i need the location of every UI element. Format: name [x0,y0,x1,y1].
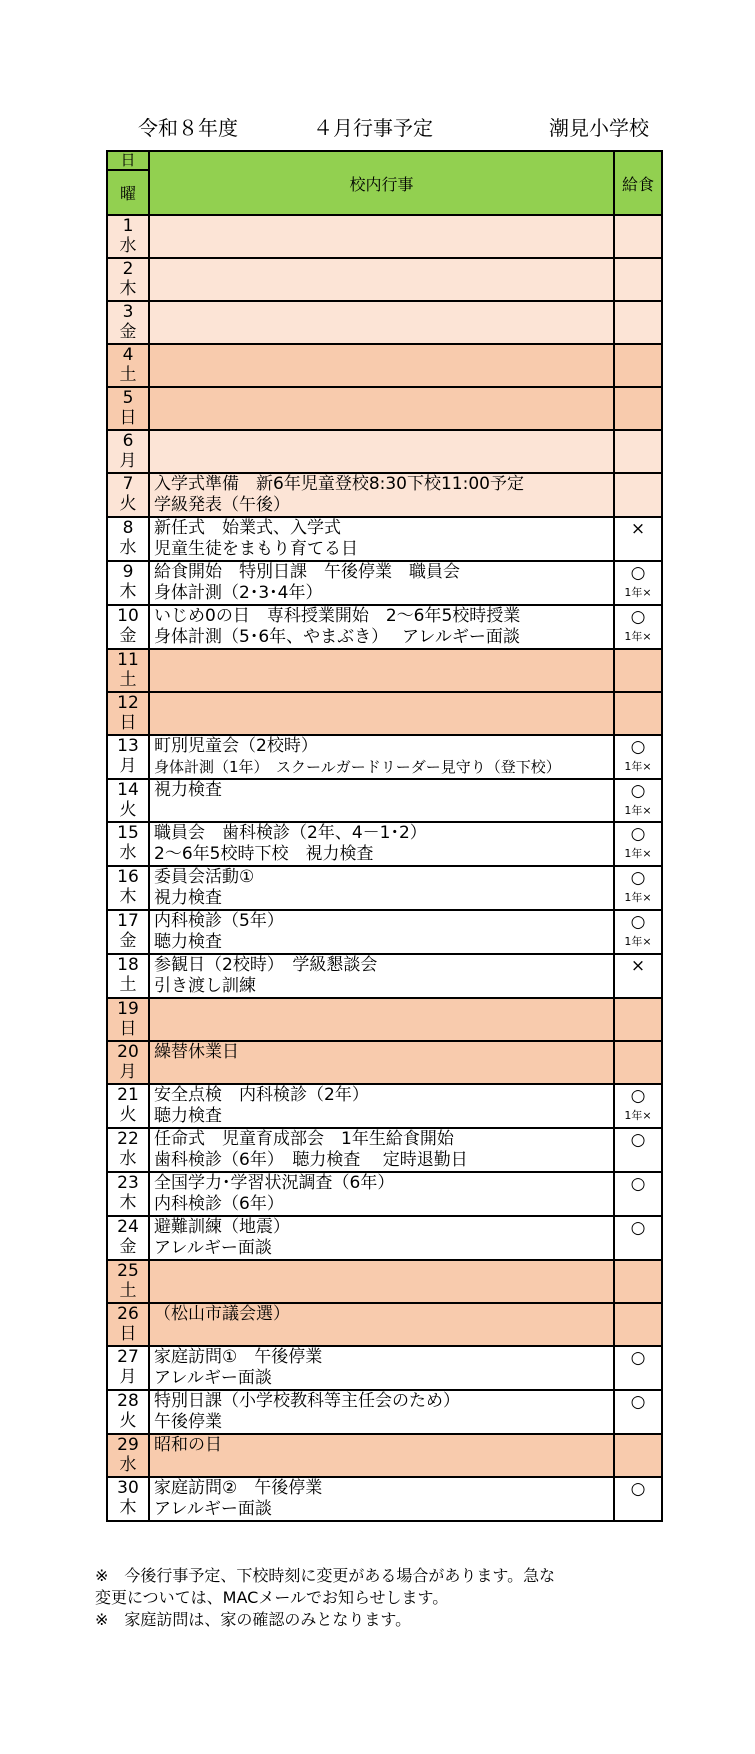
day-cell [107,517,149,561]
lunch-mark: × [630,956,646,976]
day-cell [107,605,149,649]
day-of-week: 月 [119,451,137,471]
day-number: 26 [117,1304,139,1324]
day-cell [107,258,149,301]
day-cell [107,301,149,344]
lunch-cell [614,1128,662,1172]
day-number: 8 [122,518,134,538]
lunch-note: 1年× [624,804,652,817]
event-line-2: 歯科検診（6年） 聴力検査 定時退勤日 [154,1150,468,1170]
lunch-note [615,389,661,391]
header-events-cell: 校内行事 [149,151,614,215]
schedule-row [107,1346,662,1390]
day-of-week: 月 [119,756,137,776]
lunch-mark: ○ [630,1218,646,1238]
day-number: 18 [117,955,139,975]
lunch-note [615,432,661,434]
lunch-cell [614,215,662,258]
footnote-line: 変更については、MACメールでお知らせします。 [95,1588,449,1607]
lunch-note [615,1150,661,1152]
lunch-note [615,1436,661,1438]
lunch-note [615,1368,661,1370]
event-cell [149,1041,614,1084]
event-line-1: 昭和の日 [154,1435,222,1455]
day-cell [107,1216,149,1260]
event-cell [149,998,614,1041]
day-cell [107,1084,149,1128]
event-cell [149,866,614,910]
schedule-row [107,387,662,430]
day-of-week: 土 [119,365,137,385]
lunch-note [615,1000,661,1002]
lunch-note [615,1194,661,1196]
day-cell [107,1041,149,1084]
lunch-note [615,976,661,978]
day-cell [107,998,149,1041]
day-number: 30 [117,1478,139,1498]
header-weekday-cell: 曜 [107,170,149,215]
schedule-row [107,1477,662,1521]
event-cell [149,1434,614,1477]
day-number: 9 [122,562,134,582]
day-cell [107,215,149,258]
day-number: 11 [117,650,139,670]
lunch-cell [614,301,662,344]
day-number: 28 [117,1391,139,1411]
day-cell [107,1172,149,1216]
lunch-cell [614,258,662,301]
schedule-row [107,822,662,866]
event-cell [149,779,614,822]
event-line-1: 特別日課（小学校教科等主任会のため） [154,1391,460,1411]
day-cell [107,561,149,605]
lunch-mark: ○ [630,737,646,757]
lunch-note [615,475,661,477]
event-line-2: 2～6年5校時下校 視力検査 [154,844,374,864]
day-of-week: 水 [119,236,137,256]
schedule-row [107,910,662,954]
lunch-mark: ○ [630,1130,646,1150]
lunch-note: 1年× [624,891,652,904]
lunch-cell [614,866,662,910]
day-of-week: 水 [119,1455,137,1475]
lunch-mark: ○ [630,1174,646,1194]
day-number: 6 [122,431,134,451]
lunch-cell [614,387,662,430]
day-number: 13 [117,736,139,756]
school-name: 潮見小学校 [549,116,649,140]
event-line-2: アレルギー面談 [154,1499,272,1519]
day-of-week: 日 [119,1324,137,1344]
event-line-1: 参観日（2校時） 学級懇談会 [154,955,378,975]
day-of-week: 金 [119,1237,137,1257]
lunch-cell [614,344,662,387]
lunch-mark: ○ [630,781,646,801]
lunch-cell [614,1216,662,1260]
lunch-cell [614,473,662,517]
lunch-mark: ○ [630,1348,646,1368]
event-cell [149,822,614,866]
event-line-2: 児童生徒をまもり育てる日 [154,539,358,559]
event-line-1: 視力検査 [154,780,222,800]
schedule-row [107,692,662,735]
event-line-1: 職員会 歯科検診（2年、4－1･2） [154,823,427,843]
day-number: 5 [122,388,134,408]
lunch-note: 1年× [624,760,652,773]
event-line-2: アレルギー面談 [154,1368,272,1388]
schedule-row [107,1434,662,1477]
schedule-row [107,1041,662,1084]
lunch-mark: × [630,519,646,539]
footnotes [95,1565,665,1631]
day-number: 14 [117,780,139,800]
day-of-week: 日 [119,713,137,733]
day-of-week: 木 [119,279,137,299]
lunch-cell [614,605,662,649]
day-of-week: 金 [119,931,137,951]
event-cell [149,1260,614,1303]
day-of-week: 土 [119,670,137,690]
schedule-row [107,301,662,344]
day-cell [107,1303,149,1346]
lunch-mark: ○ [630,1392,646,1412]
lunch-note: 1年× [624,1109,652,1122]
schedule-row [107,517,662,561]
day-cell [107,1390,149,1434]
day-number: 22 [117,1129,139,1149]
lunch-cell [614,1172,662,1216]
schedule-row [107,258,662,301]
event-line-2: 午後停業 [154,1412,222,1432]
schedule-row [107,1390,662,1434]
event-line-1: 家庭訪問② 午後停業 [154,1478,323,1498]
schedule-row [107,1128,662,1172]
event-cell [149,1303,614,1346]
day-cell [107,473,149,517]
event-cell [149,561,614,605]
event-line-1: 入学式準備 新6年児童登校8:30下校11:00予定 [154,474,524,494]
schedule-body [107,151,662,1521]
event-cell [149,1128,614,1172]
day-cell [107,1260,149,1303]
day-number: 27 [117,1347,139,1367]
day-number: 24 [117,1217,139,1237]
lunch-cell [614,1303,662,1346]
event-cell [149,473,614,517]
day-of-week: 木 [119,1193,137,1213]
day-of-week: 月 [119,1367,137,1387]
lunch-note [615,1043,661,1045]
lunch-cell [614,561,662,605]
day-number: 7 [122,474,134,494]
event-cell [149,1346,614,1390]
day-of-week: 木 [119,582,137,602]
event-cell [149,258,614,301]
schedule-row [107,1260,662,1303]
event-cell [149,605,614,649]
event-line-1: （松山市議会選） [154,1304,290,1324]
day-number: 25 [117,1261,139,1281]
lunch-note [615,346,661,348]
event-line-2: アレルギー面談 [154,1238,272,1258]
lunch-note [615,1412,661,1414]
lunch-note [615,651,661,653]
day-cell [107,822,149,866]
day-number: 4 [122,345,134,365]
schedule-row [107,1303,662,1346]
day-of-week: 水 [119,843,137,863]
lunch-cell [614,998,662,1041]
lunch-cell [614,954,662,998]
day-cell [107,779,149,822]
day-of-week: 土 [119,975,137,995]
schedule-row [107,1216,662,1260]
lunch-cell [614,735,662,779]
event-cell [149,1084,614,1128]
lunch-mark: ○ [630,824,646,844]
day-of-week: 木 [119,887,137,907]
day-number: 21 [117,1085,139,1105]
lunch-cell [614,430,662,473]
lunch-cell [614,692,662,735]
lunch-note: 1年× [624,630,652,643]
day-of-week: 火 [119,800,137,820]
lunch-note [615,539,661,541]
fiscal-year-label: 令和８年度 [138,116,238,140]
day-cell [107,344,149,387]
schedule-row [107,649,662,692]
lunch-note [615,217,661,219]
event-line-1: 避難訓練（地震） [154,1217,290,1237]
day-cell [107,954,149,998]
event-line-1: 委員会活動① [154,867,255,887]
day-cell [107,1128,149,1172]
day-of-week: 日 [119,1019,137,1039]
header-day-cell: 日 [107,151,149,170]
event-line-2: 視力検査 [154,888,222,908]
event-cell [149,301,614,344]
event-line-1: いじめ0の日 専科授業開始 2～6年5校時授業 [154,606,521,626]
event-cell [149,215,614,258]
event-line-1: 内科検診（5年） [154,911,284,931]
day-number: 12 [117,693,139,713]
day-number: 10 [117,606,139,626]
schedule-row [107,735,662,779]
day-of-week: 土 [119,1281,137,1301]
event-cell [149,387,614,430]
day-cell [107,910,149,954]
event-line-2: 聴力検査 [154,1106,222,1126]
lunch-note [615,1499,661,1501]
day-number: 2 [122,259,134,279]
day-of-week: 金 [119,626,137,646]
lunch-cell [614,649,662,692]
lunch-note [615,303,661,305]
event-line-2: 身体計測（1年） スクールガードリーダー見守り（登下校） [154,758,561,776]
event-line-1: 任命式 児童育成部会 1年生給食開始 [154,1129,454,1149]
day-number: 3 [122,302,134,322]
event-cell [149,954,614,998]
lunch-cell [614,1477,662,1521]
lunch-mark: ○ [630,912,646,932]
lunch-note: 1年× [624,586,652,599]
event-line-2: 身体計測（5･6年、やまぶき） アレルギー面談 [154,627,520,647]
lunch-cell [614,1041,662,1084]
lunch-cell [614,1260,662,1303]
lunch-note [615,694,661,696]
schedule-row [107,1172,662,1216]
event-line-1: 繰替休業日 [154,1042,239,1062]
event-line-1: 全国学力･学習状況調査（6年） [154,1173,395,1193]
footnote-line: ※ 今後行事予定、下校時刻に変更がある場合があります。急な [95,1566,556,1585]
day-cell [107,430,149,473]
day-of-week: 金 [119,322,137,342]
lunch-mark: ○ [630,1086,646,1106]
day-number: 16 [117,867,139,887]
day-cell [107,735,149,779]
day-number: 1 [122,216,134,236]
footnote-line: ※ 家庭訪問は、家の確認のみとなります。 [95,1610,412,1629]
event-line-2: 内科検診（6年） [154,1194,284,1214]
table-header-row [107,151,662,170]
event-cell [149,692,614,735]
day-number: 19 [117,999,139,1019]
day-cell [107,387,149,430]
event-line-2: 引き渡し訓練 [154,976,256,996]
day-of-week: 木 [119,1498,137,1518]
day-of-week: 水 [119,538,137,558]
day-cell [107,866,149,910]
schedule-row [107,954,662,998]
lunch-note: 1年× [624,935,652,948]
lunch-note [615,1305,661,1307]
lunch-cell [614,1434,662,1477]
monthly-schedule-table [106,150,663,1522]
event-cell [149,910,614,954]
schedule-row [107,998,662,1041]
day-number: 17 [117,911,139,931]
event-cell [149,1390,614,1434]
event-cell [149,735,614,779]
schedule-row [107,430,662,473]
header-lunch-cell: 給食 [614,151,662,215]
event-cell [149,344,614,387]
event-cell [149,1216,614,1260]
event-cell [149,517,614,561]
day-number: 20 [117,1042,139,1062]
event-line-1: 町別児童会（2校時） [154,736,318,756]
lunch-note: 1年× [624,847,652,860]
lunch-cell [614,910,662,954]
day-of-week: 日 [119,408,137,428]
event-line-1: 新任式 始業式、入学式 [154,518,341,538]
schedule-row [107,779,662,822]
event-line-1: 家庭訪問① 午後停業 [154,1347,323,1367]
day-number: 23 [117,1173,139,1193]
lunch-mark: ○ [630,868,646,888]
lunch-mark: ○ [630,1479,646,1499]
event-cell [149,1477,614,1521]
lunch-mark: ○ [630,607,646,627]
day-cell [107,1477,149,1521]
event-line-1: 安全点検 内科検診（2年） [154,1085,369,1105]
day-cell [107,1346,149,1390]
day-of-week: 火 [119,1105,137,1125]
event-line-2: 学級発表（午後） [154,495,290,515]
page-title: ４月行事予定 [313,116,433,140]
lunch-cell [614,779,662,822]
schedule-row [107,1084,662,1128]
day-of-week: 水 [119,1149,137,1169]
day-of-week: 火 [119,494,137,514]
lunch-mark: ○ [630,563,646,583]
day-of-week: 月 [119,1062,137,1082]
day-cell [107,1434,149,1477]
lunch-note [615,1238,661,1240]
lunch-cell [614,822,662,866]
lunch-cell [614,1084,662,1128]
lunch-note [615,260,661,262]
day-number: 15 [117,823,139,843]
schedule-row [107,605,662,649]
schedule-row [107,344,662,387]
day-cell [107,692,149,735]
lunch-cell [614,1390,662,1434]
day-cell [107,649,149,692]
event-cell [149,1172,614,1216]
lunch-cell [614,1346,662,1390]
event-cell [149,430,614,473]
schedule-row [107,215,662,258]
event-line-2: 聴力検査 [154,932,222,952]
schedule-row [107,473,662,517]
event-cell [149,649,614,692]
event-line-1: 給食開始 特別日課 午後停業 職員会 [154,562,460,582]
event-line-2: 身体計測（2･3･4年） [154,583,323,603]
schedule-row [107,866,662,910]
schedule-row [107,561,662,605]
day-of-week: 火 [119,1411,137,1431]
lunch-cell [614,517,662,561]
day-number: 29 [117,1435,139,1455]
lunch-note [615,1262,661,1264]
